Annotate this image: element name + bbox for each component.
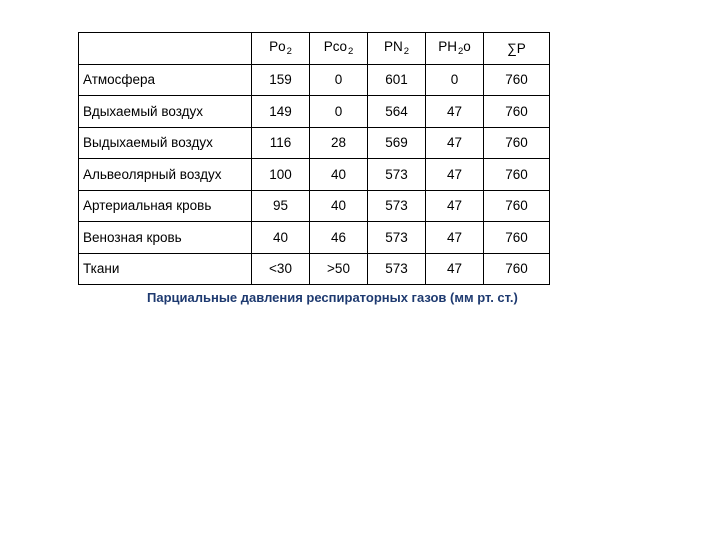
table-cell: 28 [310, 127, 368, 159]
table-cell: 760 [484, 222, 550, 254]
table-row [79, 222, 550, 254]
table-cell: 0 [426, 64, 484, 96]
table-cell: 149 [252, 96, 310, 128]
table-row [79, 253, 550, 285]
table-row [79, 190, 550, 222]
row-label: Атмосфера [79, 64, 252, 96]
table-cell: 569 [368, 127, 426, 159]
table-cell: 760 [484, 190, 550, 222]
table-cell: 760 [484, 64, 550, 96]
table-cell: 573 [368, 253, 426, 285]
table-cell: 100 [252, 159, 310, 191]
table-cell: 40 [310, 159, 368, 191]
table-cell: 47 [426, 96, 484, 128]
table-cell: 564 [368, 96, 426, 128]
table-cell: 760 [484, 127, 550, 159]
table-cell: 760 [484, 159, 550, 191]
table-cell: 47 [426, 159, 484, 191]
table-row [79, 159, 550, 191]
table-cell: 95 [252, 190, 310, 222]
table-cell: 0 [310, 96, 368, 128]
table-cell: 47 [426, 222, 484, 254]
table-cell: 760 [484, 253, 550, 285]
table-cell: 0 [310, 64, 368, 96]
table-row [79, 127, 550, 159]
row-label: Выдыхаемый воздух [79, 127, 252, 159]
row-label: Артериальная кровь [79, 190, 252, 222]
col-header-ph2o: $PH_2o$ [426, 33, 484, 65]
col-header-po2: $Po_2$ [252, 33, 310, 65]
table-cell: 47 [426, 127, 484, 159]
table-cell: 573 [368, 159, 426, 191]
gas-pressure-table [78, 32, 550, 285]
col-header-pn2: $PN_2$ [368, 33, 426, 65]
row-label: Ткани [79, 253, 252, 285]
table-cell: 116 [252, 127, 310, 159]
table-cell: 46 [310, 222, 368, 254]
table-cell: 573 [368, 190, 426, 222]
table-row [79, 96, 550, 128]
table-cell: 573 [368, 222, 426, 254]
table-cell: 601 [368, 64, 426, 96]
table-cell: 47 [426, 253, 484, 285]
table-cell: 760 [484, 96, 550, 128]
table-cell: 47 [426, 190, 484, 222]
row-label: Венозная кровь [79, 222, 252, 254]
row-label: Вдыхаемый воздух [79, 96, 252, 128]
row-label: Альвеолярный воздух [79, 159, 252, 191]
col-header-pco2: Pco$_2$ [310, 33, 368, 65]
table-corner-cell [79, 33, 252, 65]
table-cell: 40 [310, 190, 368, 222]
table-caption: Парциальные давления респираторных газов (мм рт. ст.) [147, 290, 518, 305]
col-header-sum-p: ∑P [484, 33, 550, 65]
table-row [79, 64, 550, 96]
table-header-row [79, 33, 550, 65]
table-cell: >50 [310, 253, 368, 285]
table-cell: 159 [252, 64, 310, 96]
table-cell: 40 [252, 222, 310, 254]
table-cell: <30 [252, 253, 310, 285]
